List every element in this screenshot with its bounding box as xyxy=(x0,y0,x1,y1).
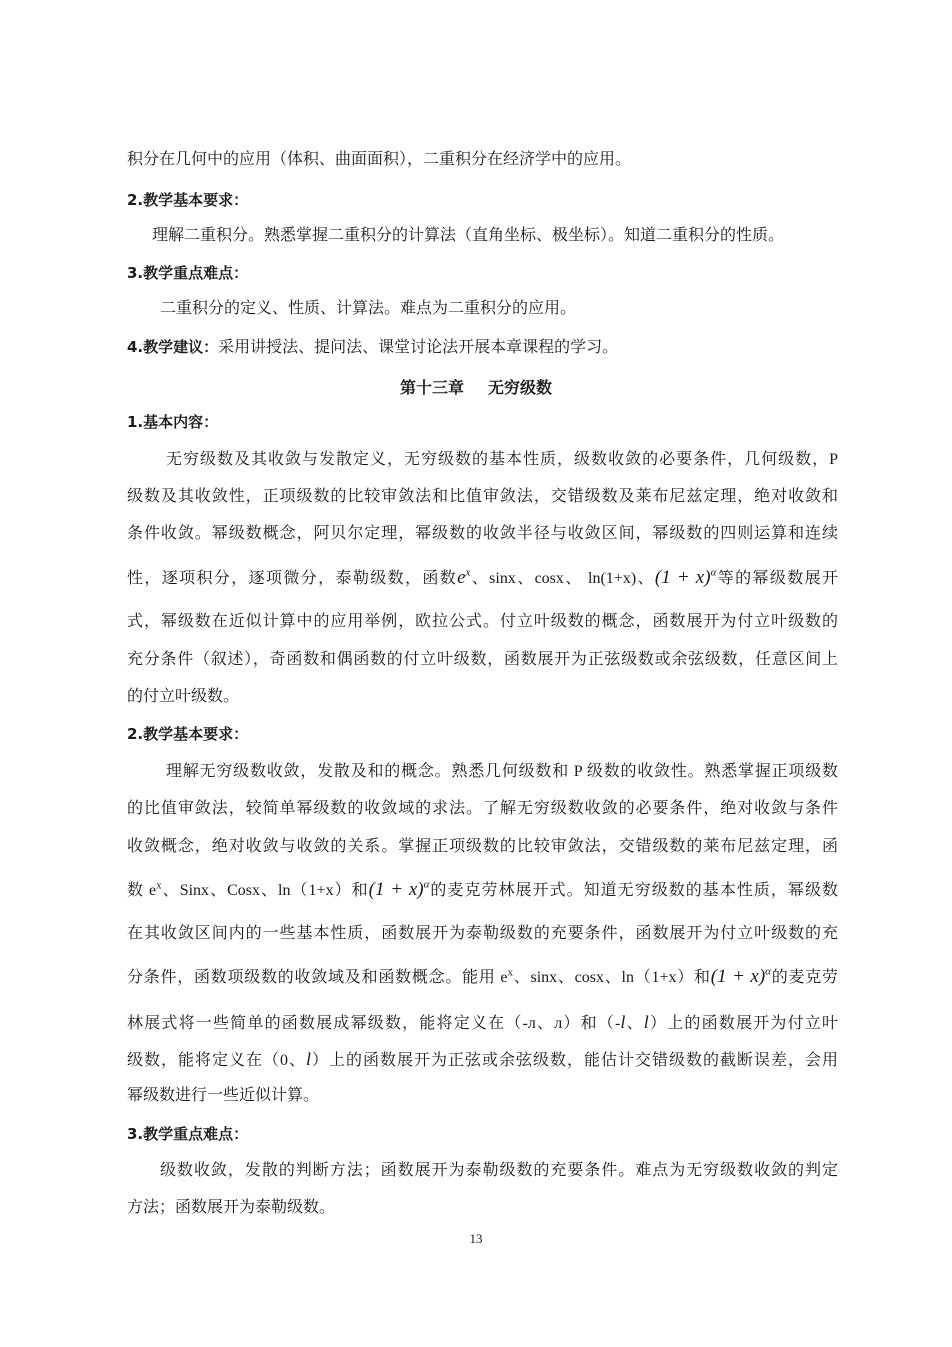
math-one-plus-x-alpha: $(1 + x)^\alpha$ xyxy=(368,878,430,900)
requirement-line-1: 理解无穷级数收敛，发散及和的概念。熟悉几何级数和 P 级数的收敛性。熟悉掌握正项级数 xyxy=(166,763,838,780)
chapter-section-3-heading: 3.教学重点难点： xyxy=(127,1125,249,1143)
section-4-heading: 4.教学建议： xyxy=(127,338,219,356)
requirement-line-6: 分条件，函数项级数的收敛域及和函数概念。能用 $e^x$、sinx、cosx、ln（1+x）和$(1 + x)^\alpha$的麦克劳 xyxy=(127,965,838,987)
content-line-3: 条件收敛。幂级数概念，阿贝尔定理，幂级数的收敛半径与收敛区间，幂级数的四则运算和连续 xyxy=(127,525,838,542)
requirement-line-2: 的比值审敛法，较简单幂级数的收敛域的求法。了解无穷级数收敛的必要条件，绝对收敛与条件 xyxy=(127,800,838,817)
page-number: 13 xyxy=(469,1231,483,1246)
requirement-line-5: 在其收敛区间内的一些基本性质，函数展开为泰勒级数的充要条件，函数展开为付立叶级数的充 xyxy=(127,925,838,942)
section-2-heading: 2.教学基本要求： xyxy=(127,191,249,209)
requirement-line-9: 幂级数进行一些近似计算。 xyxy=(127,1087,320,1104)
section-3-heading: 3.教学重点难点： xyxy=(127,264,249,282)
chapter-section-1-heading: 1.基本内容： xyxy=(127,413,219,431)
math-one-plus-x-alpha: $(1 + x)^\alpha$ xyxy=(710,965,771,987)
requirement-line-7: 林展式将一些简单的函数展成幂级数，能将定义在（-л、л）和（-l、l）上的函数展开为付立叶 xyxy=(127,1012,838,1032)
math-e-power-x: $e^x$ xyxy=(457,566,471,588)
requirement-line-8: 级数，能将定义在（0、l）上的函数展开为正弦或余弦级数，能估计交错级数的截断误差，会用 xyxy=(127,1049,838,1069)
content-line-1: 无穷级数及其收敛与发散定义，无穷级数的基本性质，级数收敛的必要条件，几何级数，P xyxy=(166,451,838,468)
chapter-title xyxy=(0,375,952,398)
section-4-paragraph xyxy=(127,337,618,358)
chapter-number: 第十三章 xyxy=(399,378,464,397)
difficulty-line-2: 方法；函数展开为泰勒级数。 xyxy=(127,1199,336,1216)
math-one-plus-x-alpha: $(1 + x)^\alpha$ xyxy=(654,566,717,588)
content-line-7: 的付立叶级数。 xyxy=(127,688,240,705)
content-line-6: 充分条件（叙述），奇函数和偶函数的付立叶级数，函数展开为正弦级数或余弦级数，任意区间上 xyxy=(127,651,838,668)
requirement-line-4: 数 $e^x$、Sinx、Cosx、ln（1+x）和$(1 + x)^\alpha$的麦克劳林展开式。知道无穷级数的基本性质，幂级数 xyxy=(127,878,838,900)
intro-paragraph: 积分在几何中的应用（体积、曲面面积），二重积分在经济学中的应用。 xyxy=(127,151,632,168)
difficulty-line-1: 级数收敛，发散的判断方法；函数展开为泰勒级数的充要条件。难点为无穷级数收敛的判定 xyxy=(160,1162,838,1179)
content-line-2: 级数及其收敛性，正项级数的比较审敛法和比值审敛法，交错级数及莱布尼兹定理，绝对收敛和 xyxy=(127,488,838,505)
section-4-body: 采用讲授法、提问法、课堂讨论法开展本章课程的学习。 xyxy=(218,339,619,356)
content-line-5: 式，幂级数在近似计算中的应用举例，欧拉公式。付立叶级数的概念，函数展开为付立叶级数的 xyxy=(127,613,838,630)
chapter-name: 无穷级数 xyxy=(488,378,553,397)
section-2-body: 理解二重积分。熟悉掌握二重积分的计算法（直角坐标、极坐标）。知道二重积分的性质。 xyxy=(152,227,785,244)
content-line-4: 性，逐项积分，逐项微分，泰勒级数，函数$e^x$、sinx、cosx、 ln(1+x)、$(1 + x)^\alpha$等的幂级数展开 xyxy=(127,566,838,588)
chapter-section-2-heading: 2.教学基本要求： xyxy=(127,725,249,743)
section-3-body: 二重积分的定义、性质、计算法。难点为二重积分的应用。 xyxy=(160,300,577,317)
requirement-line-3: 收敛概念，绝对收敛与收敛的关系。掌握正项级数的比较审敛法，交错级数的莱布尼兹定理，函 xyxy=(127,838,838,855)
